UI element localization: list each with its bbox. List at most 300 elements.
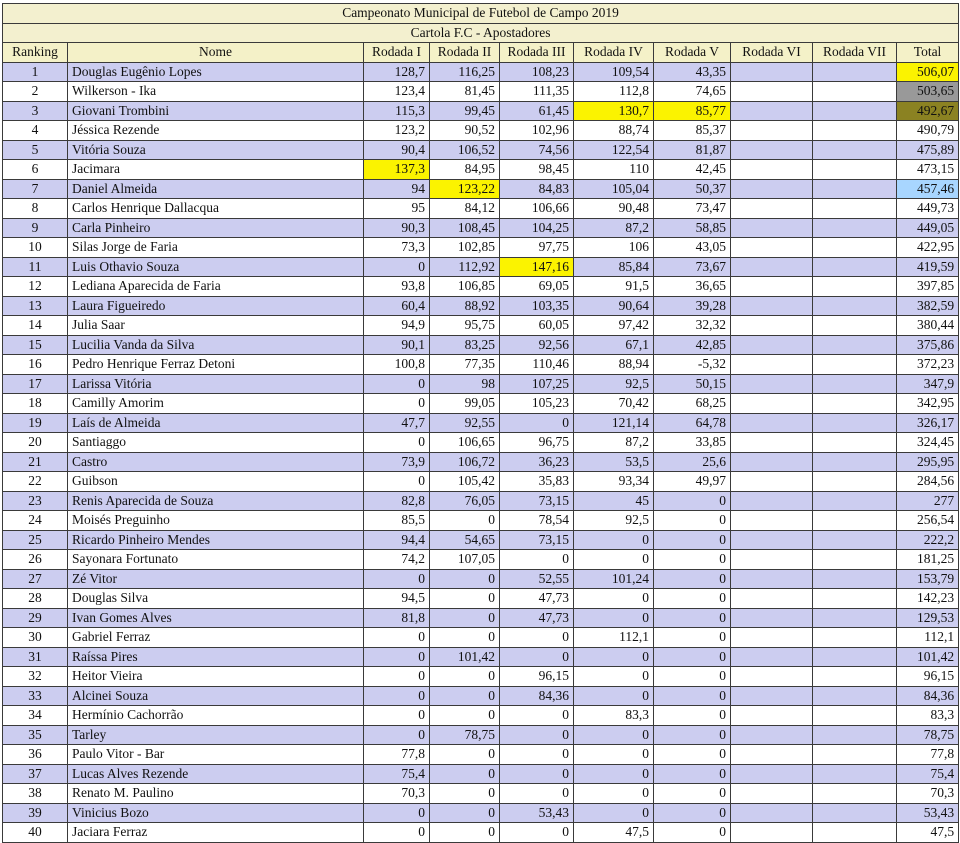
cell-rodada-3: 0	[500, 628, 574, 648]
cell-rodada-4: 112,1	[574, 628, 654, 648]
cell-rodada-3: 0	[500, 764, 574, 784]
cell-nome: Daniel Almeida	[68, 179, 364, 199]
header-total: Total	[897, 43, 959, 63]
cell-nome: Laís de Almeida	[68, 413, 364, 433]
cell-ranking: 30	[3, 628, 68, 648]
cell-rodada-5: -5,32	[654, 355, 731, 375]
cell-rodada-7	[813, 628, 897, 648]
cell-rodada-3: 61,45	[500, 101, 574, 121]
cell-ranking: 5	[3, 140, 68, 160]
cell-rodada-1: 0	[364, 647, 430, 667]
cell-nome: Douglas Silva	[68, 589, 364, 609]
cell-nome: Lucas Alves Rezende	[68, 764, 364, 784]
cell-rodada-2: 78,75	[430, 725, 500, 745]
cell-nome: Hermínio Cachorrão	[68, 706, 364, 726]
cell-total: 112,1	[897, 628, 959, 648]
cell-ranking: 32	[3, 667, 68, 687]
cell-rodada-2: 116,25	[430, 62, 500, 82]
cell-total: 380,44	[897, 316, 959, 336]
cell-rodada-6	[731, 628, 813, 648]
cell-ranking: 8	[3, 199, 68, 219]
cell-rodada-3: 110,46	[500, 355, 574, 375]
cell-rodada-7	[813, 413, 897, 433]
cell-rodada-6	[731, 257, 813, 277]
cell-ranking: 13	[3, 296, 68, 316]
cell-rodada-6	[731, 745, 813, 765]
cell-nome: Camilly Amorim	[68, 394, 364, 414]
header-rodada-5: Rodada V	[654, 43, 731, 63]
table-row	[3, 374, 959, 394]
cell-rodada-2: 106,85	[430, 277, 500, 297]
cell-ranking: 6	[3, 160, 68, 180]
cell-rodada-1: 70,3	[364, 784, 430, 804]
cell-rodada-6	[731, 725, 813, 745]
cell-rodada-2: 99,45	[430, 101, 500, 121]
cell-rodada-4: 87,2	[574, 218, 654, 238]
cell-rodada-3: 105,23	[500, 394, 574, 414]
table-row	[3, 62, 959, 82]
cell-rodada-7	[813, 491, 897, 511]
cell-rodada-3: 52,55	[500, 569, 574, 589]
cell-ranking: 25	[3, 530, 68, 550]
cell-rodada-2: 83,25	[430, 335, 500, 355]
cell-rodada-6	[731, 550, 813, 570]
cell-rodada-1: 90,3	[364, 218, 430, 238]
cell-ranking: 14	[3, 316, 68, 336]
cell-rodada-7	[813, 374, 897, 394]
cell-rodada-5: 0	[654, 589, 731, 609]
cell-nome: Moisés Preguinho	[68, 511, 364, 531]
cell-rodada-6	[731, 452, 813, 472]
cell-rodada-6	[731, 160, 813, 180]
cell-nome: Raíssa Pires	[68, 647, 364, 667]
table-row	[3, 121, 959, 141]
cell-rodada-1: 123,4	[364, 82, 430, 102]
cell-rodada-1: 0	[364, 433, 430, 453]
cell-ranking: 33	[3, 686, 68, 706]
cell-rodada-1: 0	[364, 803, 430, 823]
cell-rodada-3: 36,23	[500, 452, 574, 472]
cell-rodada-6	[731, 530, 813, 550]
cell-rodada-3: 96,15	[500, 667, 574, 687]
cell-rodada-7	[813, 316, 897, 336]
cell-rodada-3: 92,56	[500, 335, 574, 355]
table-row	[3, 745, 959, 765]
cell-rodada-1: 0	[364, 394, 430, 414]
cell-nome: Sayonara Fortunato	[68, 550, 364, 570]
cell-rodada-7	[813, 140, 897, 160]
cell-rodada-1: 94,4	[364, 530, 430, 550]
cell-rodada-7	[813, 745, 897, 765]
cell-rodada-5: 0	[654, 550, 731, 570]
ranking-table	[2, 3, 959, 843]
cell-rodada-4: 0	[574, 608, 654, 628]
cell-ranking: 35	[3, 725, 68, 745]
cell-rodada-2: 0	[430, 667, 500, 687]
cell-ranking: 12	[3, 277, 68, 297]
cell-nome: Vinicius Bozo	[68, 803, 364, 823]
cell-total: 382,59	[897, 296, 959, 316]
cell-rodada-2: 0	[430, 764, 500, 784]
cell-rodada-4: 122,54	[574, 140, 654, 160]
cell-rodada-7	[813, 589, 897, 609]
cell-nome: Jaciara Ferraz	[68, 823, 364, 843]
table-row	[3, 472, 959, 492]
sheet-title: Campeonato Municipal de Futebol de Campo 2019	[3, 4, 959, 24]
cell-nome: Douglas Eugênio Lopes	[68, 62, 364, 82]
cell-total: 342,95	[897, 394, 959, 414]
cell-rodada-1: 90,4	[364, 140, 430, 160]
cell-rodada-7	[813, 511, 897, 531]
cell-rodada-1: 0	[364, 686, 430, 706]
table-row	[3, 335, 959, 355]
cell-rodada-2: 76,05	[430, 491, 500, 511]
cell-rodada-6	[731, 218, 813, 238]
cell-rodada-4: 91,5	[574, 277, 654, 297]
cell-rodada-1: 0	[364, 374, 430, 394]
cell-rodada-3: 107,25	[500, 374, 574, 394]
cell-rodada-4: 90,48	[574, 199, 654, 219]
cell-rodada-5: 64,78	[654, 413, 731, 433]
cell-rodada-4: 53,5	[574, 452, 654, 472]
cell-rodada-2: 0	[430, 803, 500, 823]
cell-nome: Paulo Vitor - Bar	[68, 745, 364, 765]
cell-nome: Zé Vitor	[68, 569, 364, 589]
cell-rodada-6	[731, 803, 813, 823]
cell-ranking: 36	[3, 745, 68, 765]
cell-rodada-5: 25,6	[654, 452, 731, 472]
header-nome: Nome	[68, 43, 364, 63]
cell-rodada-5: 43,35	[654, 62, 731, 82]
cell-rodada-2: 123,22	[430, 179, 500, 199]
table-row	[3, 82, 959, 102]
cell-rodada-1: 82,8	[364, 491, 430, 511]
cell-rodada-4: 0	[574, 725, 654, 745]
cell-rodada-2: 98	[430, 374, 500, 394]
cell-rodada-4: 0	[574, 667, 654, 687]
cell-rodada-1: 85,5	[364, 511, 430, 531]
cell-rodada-2: 106,65	[430, 433, 500, 453]
cell-nome: Giovani Trombini	[68, 101, 364, 121]
cell-rodada-5: 68,25	[654, 394, 731, 414]
cell-rodada-3: 84,36	[500, 686, 574, 706]
cell-rodada-2: 84,12	[430, 199, 500, 219]
cell-rodada-5: 0	[654, 511, 731, 531]
cell-rodada-3: 69,05	[500, 277, 574, 297]
cell-rodada-1: 128,7	[364, 62, 430, 82]
cell-rodada-1: 0	[364, 628, 430, 648]
table-body	[3, 62, 959, 842]
cell-ranking: 22	[3, 472, 68, 492]
cell-nome: Ricardo Pinheiro Mendes	[68, 530, 364, 550]
cell-rodada-7	[813, 472, 897, 492]
cell-rodada-3: 147,16	[500, 257, 574, 277]
cell-rodada-2: 90,52	[430, 121, 500, 141]
cell-rodada-5: 0	[654, 569, 731, 589]
cell-rodada-6	[731, 101, 813, 121]
table-row	[3, 550, 959, 570]
table-row	[3, 784, 959, 804]
cell-rodada-7	[813, 569, 897, 589]
cell-rodada-4: 0	[574, 686, 654, 706]
cell-total: 449,73	[897, 199, 959, 219]
table-row	[3, 803, 959, 823]
cell-rodada-7	[813, 121, 897, 141]
cell-rodada-4: 0	[574, 530, 654, 550]
cell-rodada-1: 73,9	[364, 452, 430, 472]
table-row	[3, 725, 959, 745]
cell-total: 47,5	[897, 823, 959, 843]
table-row	[3, 238, 959, 258]
table-row	[3, 179, 959, 199]
cell-rodada-3: 102,96	[500, 121, 574, 141]
cell-ranking: 7	[3, 179, 68, 199]
cell-rodada-7	[813, 257, 897, 277]
cell-total: 492,67	[897, 101, 959, 121]
cell-ranking: 3	[3, 101, 68, 121]
table-row	[3, 667, 959, 687]
cell-nome: Jacimara	[68, 160, 364, 180]
table-row	[3, 628, 959, 648]
cell-rodada-6	[731, 121, 813, 141]
cell-rodada-5: 42,45	[654, 160, 731, 180]
header-rodada-6: Rodada VI	[731, 43, 813, 63]
cell-ranking: 19	[3, 413, 68, 433]
cell-rodada-3: 78,54	[500, 511, 574, 531]
cell-total: 256,54	[897, 511, 959, 531]
cell-total: 222,2	[897, 530, 959, 550]
cell-nome: Wilkerson - Ika	[68, 82, 364, 102]
cell-rodada-4: 70,42	[574, 394, 654, 414]
cell-rodada-2: 0	[430, 628, 500, 648]
cell-rodada-3: 73,15	[500, 491, 574, 511]
cell-rodada-1: 0	[364, 569, 430, 589]
cell-rodada-4: 87,2	[574, 433, 654, 453]
cell-rodada-4: 106	[574, 238, 654, 258]
cell-total: 503,65	[897, 82, 959, 102]
cell-rodada-7	[813, 218, 897, 238]
cell-rodada-1: 47,7	[364, 413, 430, 433]
cell-rodada-6	[731, 472, 813, 492]
cell-rodada-5: 0	[654, 491, 731, 511]
cell-ranking: 21	[3, 452, 68, 472]
cell-rodada-2: 107,05	[430, 550, 500, 570]
table-row	[3, 101, 959, 121]
cell-nome: Luis Othavio Souza	[68, 257, 364, 277]
table-row	[3, 199, 959, 219]
cell-rodada-2: 99,05	[430, 394, 500, 414]
cell-rodada-6	[731, 238, 813, 258]
cell-rodada-4: 0	[574, 764, 654, 784]
cell-rodada-2: 88,92	[430, 296, 500, 316]
cell-rodada-5: 58,85	[654, 218, 731, 238]
cell-rodada-7	[813, 452, 897, 472]
cell-rodada-4: 0	[574, 647, 654, 667]
cell-rodada-4: 97,42	[574, 316, 654, 336]
table-row	[3, 160, 959, 180]
cell-rodada-5: 81,87	[654, 140, 731, 160]
table-row	[3, 589, 959, 609]
cell-total: 129,53	[897, 608, 959, 628]
cell-rodada-2: 0	[430, 589, 500, 609]
cell-rodada-6	[731, 179, 813, 199]
table-row	[3, 823, 959, 843]
cell-rodada-6	[731, 199, 813, 219]
cell-nome: Renato M. Paulino	[68, 784, 364, 804]
cell-rodada-5: 33,85	[654, 433, 731, 453]
table-row	[3, 491, 959, 511]
cell-rodada-5: 36,65	[654, 277, 731, 297]
cell-rodada-4: 101,24	[574, 569, 654, 589]
cell-nome: Carla Pinheiro	[68, 218, 364, 238]
cell-ranking: 17	[3, 374, 68, 394]
cell-rodada-7	[813, 647, 897, 667]
cell-rodada-6	[731, 335, 813, 355]
cell-rodada-3: 74,56	[500, 140, 574, 160]
cell-rodada-6	[731, 764, 813, 784]
cell-ranking: 28	[3, 589, 68, 609]
cell-rodada-6	[731, 569, 813, 589]
cell-total: 375,86	[897, 335, 959, 355]
cell-rodada-3: 96,75	[500, 433, 574, 453]
cell-rodada-6	[731, 686, 813, 706]
cell-rodada-4: 0	[574, 589, 654, 609]
cell-rodada-4: 45	[574, 491, 654, 511]
cell-rodada-4: 92,5	[574, 511, 654, 531]
cell-ranking: 38	[3, 784, 68, 804]
cell-total: 101,42	[897, 647, 959, 667]
table-row	[3, 686, 959, 706]
cell-rodada-1: 115,3	[364, 101, 430, 121]
cell-rodada-1: 0	[364, 706, 430, 726]
cell-rodada-3: 0	[500, 550, 574, 570]
cell-rodada-3: 0	[500, 706, 574, 726]
table-row	[3, 296, 959, 316]
table-row	[3, 764, 959, 784]
cell-nome: Renis Aparecida de Souza	[68, 491, 364, 511]
cell-total: 457,46	[897, 179, 959, 199]
cell-rodada-7	[813, 160, 897, 180]
cell-rodada-2: 77,35	[430, 355, 500, 375]
cell-rodada-1: 100,8	[364, 355, 430, 375]
cell-total: 449,05	[897, 218, 959, 238]
cell-rodada-4: 88,74	[574, 121, 654, 141]
table-row	[3, 647, 959, 667]
cell-total: 419,59	[897, 257, 959, 277]
cell-rodada-6	[731, 82, 813, 102]
cell-rodada-2: 0	[430, 823, 500, 843]
cell-rodada-5: 73,67	[654, 257, 731, 277]
cell-total: 75,4	[897, 764, 959, 784]
cell-rodada-4: 85,84	[574, 257, 654, 277]
cell-rodada-2: 84,95	[430, 160, 500, 180]
cell-rodada-4: 110	[574, 160, 654, 180]
cell-rodada-7	[813, 394, 897, 414]
cell-rodada-5: 0	[654, 608, 731, 628]
cell-total: 326,17	[897, 413, 959, 433]
cell-rodada-2: 101,42	[430, 647, 500, 667]
cell-rodada-1: 94,5	[364, 589, 430, 609]
cell-total: 83,3	[897, 706, 959, 726]
table-row	[3, 277, 959, 297]
cell-total: 84,36	[897, 686, 959, 706]
cell-nome: Guibson	[68, 472, 364, 492]
cell-rodada-1: 75,4	[364, 764, 430, 784]
cell-nome: Lediana Aparecida de Faria	[68, 277, 364, 297]
cell-rodada-3: 0	[500, 647, 574, 667]
cell-rodada-2: 0	[430, 569, 500, 589]
cell-rodada-6	[731, 316, 813, 336]
cell-rodada-7	[813, 82, 897, 102]
cell-ranking: 2	[3, 82, 68, 102]
cell-rodada-4: 105,04	[574, 179, 654, 199]
table-row	[3, 569, 959, 589]
cell-rodada-2: 0	[430, 608, 500, 628]
cell-rodada-7	[813, 277, 897, 297]
cell-ranking: 29	[3, 608, 68, 628]
cell-rodada-6	[731, 296, 813, 316]
cell-rodada-5: 0	[654, 725, 731, 745]
cell-rodada-1: 0	[364, 257, 430, 277]
cell-rodada-1: 137,3	[364, 160, 430, 180]
cell-rodada-2: 0	[430, 686, 500, 706]
cell-rodada-7	[813, 803, 897, 823]
cell-rodada-2: 106,72	[430, 452, 500, 472]
cell-nome: Carlos Henrique Dallacqua	[68, 199, 364, 219]
cell-ranking: 37	[3, 764, 68, 784]
cell-rodada-6	[731, 647, 813, 667]
cell-rodada-4: 90,64	[574, 296, 654, 316]
cell-rodada-4: 0	[574, 803, 654, 823]
cell-rodada-3: 53,43	[500, 803, 574, 823]
cell-total: 181,25	[897, 550, 959, 570]
cell-rodada-7	[813, 433, 897, 453]
cell-rodada-6	[731, 355, 813, 375]
table-row	[3, 316, 959, 336]
cell-rodada-5: 0	[654, 530, 731, 550]
cell-rodada-6	[731, 140, 813, 160]
cell-rodada-1: 60,4	[364, 296, 430, 316]
cell-rodada-3: 98,45	[500, 160, 574, 180]
header-row	[3, 43, 959, 63]
cell-nome: Pedro Henrique Ferraz Detoni	[68, 355, 364, 375]
cell-rodada-1: 73,3	[364, 238, 430, 258]
table-row	[3, 413, 959, 433]
cell-total: 77,8	[897, 745, 959, 765]
cell-total: 347,9	[897, 374, 959, 394]
cell-rodada-3: 0	[500, 413, 574, 433]
cell-rodada-3: 84,83	[500, 179, 574, 199]
cell-rodada-3: 0	[500, 823, 574, 843]
cell-nome: Ivan Gomes Alves	[68, 608, 364, 628]
cell-rodada-1: 77,8	[364, 745, 430, 765]
cell-rodada-7	[813, 101, 897, 121]
cell-rodada-4: 130,7	[574, 101, 654, 121]
cell-rodada-6	[731, 491, 813, 511]
cell-ranking: 1	[3, 62, 68, 82]
cell-nome: Jéssica Rezende	[68, 121, 364, 141]
cell-nome: Larissa Vitória	[68, 374, 364, 394]
cell-rodada-4: 67,1	[574, 335, 654, 355]
cell-rodada-2: 106,52	[430, 140, 500, 160]
cell-rodada-5: 73,47	[654, 199, 731, 219]
cell-rodada-5: 0	[654, 745, 731, 765]
table-row	[3, 452, 959, 472]
cell-rodada-4: 0	[574, 745, 654, 765]
cell-total: 422,95	[897, 238, 959, 258]
cell-rodada-5: 74,65	[654, 82, 731, 102]
cell-rodada-3: 106,66	[500, 199, 574, 219]
